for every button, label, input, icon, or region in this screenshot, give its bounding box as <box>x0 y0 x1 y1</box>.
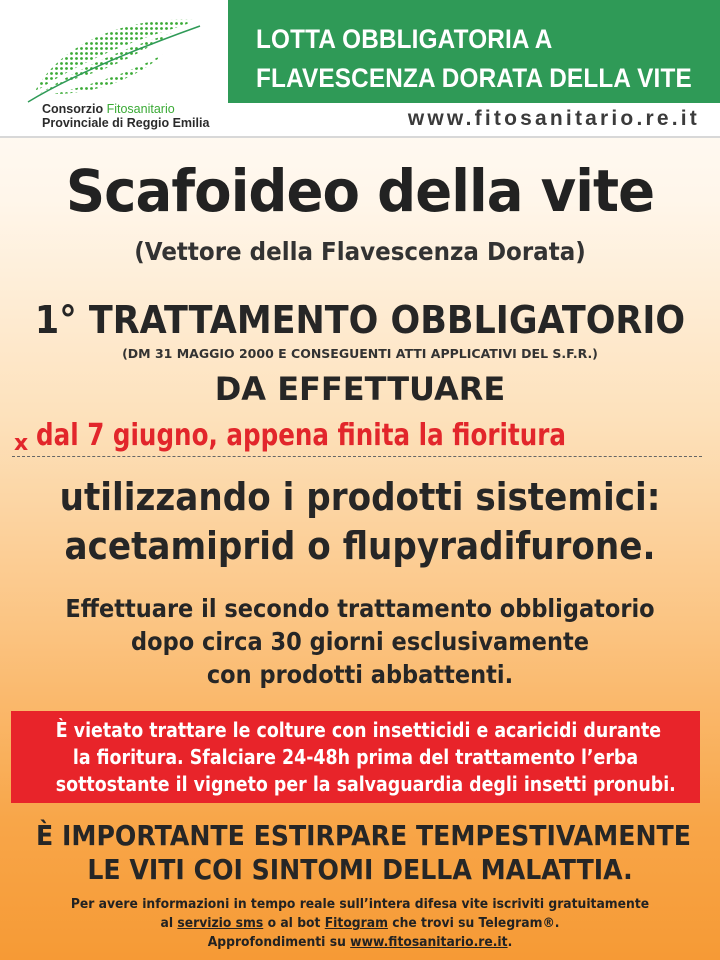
important-line1: È IMPORTANTE ESTIRPARE TEMPESTIVAMENTE <box>36 819 691 852</box>
treatment-date <box>14 418 714 458</box>
second-treatment <box>36 592 684 691</box>
warning-line3: sottostante il vigneto per la salvaguardia degli insetti pronubi. <box>55 772 676 796</box>
footer-website-link[interactable]: www.fitosanitario.re.it <box>350 935 508 950</box>
second-treatment-line2: dopo circa 30 giorni esclusivamente <box>131 627 589 656</box>
footer <box>18 895 702 952</box>
warning-line1: È vietato trattare le colture con insetticidi e acaricidi durante <box>55 718 662 742</box>
footer-line3: Approfondimenti su www.fitosanitario.re.it. <box>207 935 513 950</box>
to-do-heading: DA EFFETTUARE <box>214 370 506 408</box>
header-title-line1: LOTTA OBBLIGATORIA A <box>256 24 553 54</box>
sms-service-link[interactable]: servizio sms <box>177 916 264 931</box>
decree-reference: (DM 31 MAGGIO 2000 E CONSEGUENTI ATTI APPLICATIVI DEL S.F.R.) <box>122 346 598 361</box>
header-divider <box>0 136 720 138</box>
products-line1: utilizzando i prodotti sistemici: <box>59 475 661 519</box>
leaf-logo-icon <box>14 6 214 106</box>
footer-line1: Per avere informazioni in tempo reale sull’intera difesa vite iscriviti gratuitamente <box>70 897 650 912</box>
treatment-heading: 1° TRATTAMENTO OBBLIGATORIO <box>34 298 686 342</box>
page-subtitle: (Vettore della Flavescenza Dorata) <box>134 237 586 266</box>
logo-text-line1: Consorzio Fitosanitario <box>42 102 175 116</box>
header-title-band <box>228 0 720 103</box>
dashed-divider <box>12 456 702 457</box>
logo-text-line2: Provinciale di Reggio Emilia <box>42 116 210 130</box>
date-text: dal 7 giugno, appena finita la fioritura <box>36 418 567 453</box>
header-title-line2: FLAVESCENZA DORATA DELLA VITE <box>256 63 692 93</box>
footer-line2: al servizio sms o al bot Fitogram che trovi su Telegram®. <box>160 916 560 931</box>
fitogram-link[interactable]: Fitogram <box>324 916 388 931</box>
second-treatment-line1: Effettuare il secondo trattamento obbligatorio <box>65 594 655 623</box>
header <box>0 0 720 137</box>
website-link[interactable]: www.fitosanitario.re.it <box>407 107 700 130</box>
important-line2: LE VITI COI SINTOMI DELLA MALATTIA. <box>87 853 633 886</box>
second-treatment-line3: con prodotti abbattenti. <box>206 660 514 689</box>
important-notice <box>36 819 691 887</box>
warning-line2: la fioritura. Sfalciare 24-48h prima del trattamento l’erba <box>72 745 639 769</box>
page-title: Scafoideo della vite <box>65 157 655 225</box>
warning-box <box>11 711 700 803</box>
date-marker: x <box>14 431 29 456</box>
website-band <box>228 103 720 137</box>
logo <box>0 0 228 137</box>
products-line2: acetamiprid o flupyradifurone. <box>64 524 656 568</box>
